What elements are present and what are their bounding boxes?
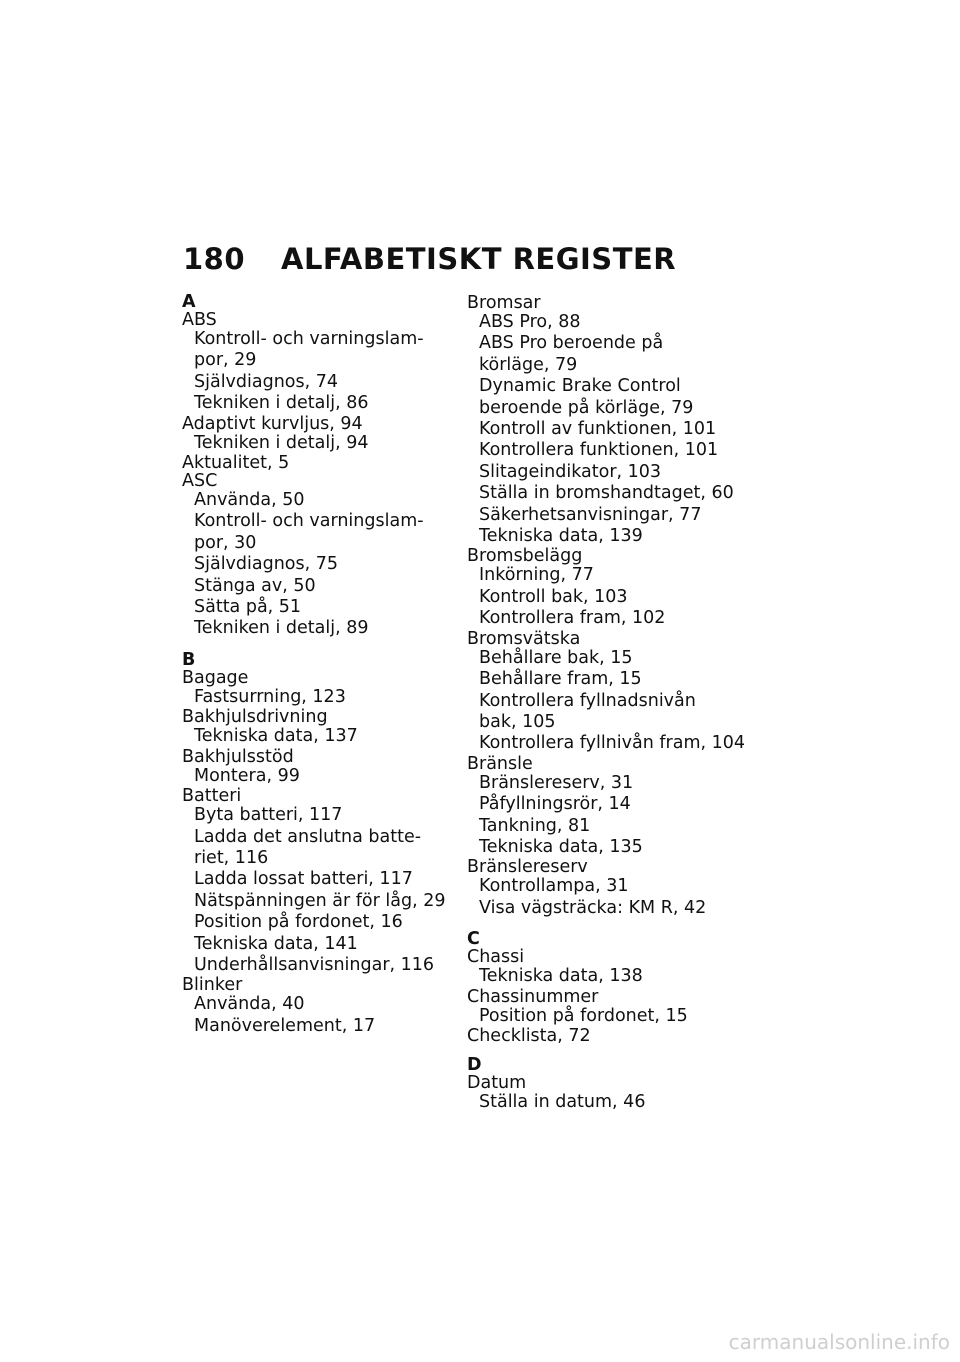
index-entry: Bakhjulsstöd (182, 746, 294, 767)
index-subentry-line: Visa vägsträcka: KM R, 42 (479, 897, 707, 918)
index-subentry (182, 329, 462, 372)
index-subentry (467, 440, 747, 461)
index-subentry (467, 648, 747, 669)
index-subentry (467, 773, 747, 794)
index-subentry (467, 333, 747, 376)
index-subentry-line: Dynamic Brake Control (479, 376, 681, 397)
index-subentry-line: Stänga av, 50 (194, 575, 316, 596)
index-subentry (182, 869, 462, 890)
index-subentry-line: Använda, 50 (194, 490, 305, 511)
index-subentry-line: riet, 116 (194, 847, 269, 868)
index-subentry (182, 912, 462, 933)
index-subentry-line: bak, 105 (479, 711, 556, 732)
index-subentry-line: Ladda lossat batteri, 117 (194, 869, 413, 890)
index-subentry (467, 669, 747, 690)
index-subentry (467, 691, 747, 734)
index-subentry-line: Kontrollera fram, 102 (479, 608, 666, 629)
index-subentry (467, 1006, 747, 1027)
index-subentry-line: Tekniska data, 138 (479, 966, 643, 987)
index-subentry (467, 608, 747, 629)
index-entry: ABS (182, 310, 217, 330)
index-entry: Chassinummer (467, 986, 599, 1007)
index-subentry-line: Fastsurrning, 123 (194, 686, 346, 707)
index-subentry (467, 312, 747, 333)
index-subentry (467, 587, 747, 608)
index-entry: Bromsvätska (467, 628, 581, 649)
index-subentry (467, 794, 747, 815)
index-subentry-line: Kontroll bak, 103 (479, 586, 628, 607)
index-entry: Bakhjulsdrivning (182, 707, 328, 728)
index-subentry (467, 419, 747, 440)
index-subentry (467, 1092, 747, 1113)
index-subentry-line: Position på fordonet, 16 (194, 912, 403, 933)
index-letter: B (182, 649, 196, 670)
index-subentry (467, 526, 747, 547)
index-subentry (467, 898, 747, 919)
index-subentry (467, 876, 747, 897)
index-subentry-line: Kontroll- och varningslam- (194, 329, 424, 349)
index-entry: Datum (467, 1072, 527, 1093)
index-subentry (182, 994, 462, 1015)
index-subentry (467, 816, 747, 837)
index-subentry (182, 934, 462, 955)
index-entry: Checklista, 72 (467, 1025, 591, 1046)
index-entry: Bromsbelägg (467, 546, 583, 567)
index-entry: ASC (182, 471, 218, 492)
index-subentry-line: Tekniska data, 135 (479, 836, 643, 857)
index-subentry-line: Sätta på, 51 (194, 597, 302, 618)
index-subentry-line: ABS Pro beroende på (479, 333, 664, 354)
index-subentry-line: Självdiagnos, 75 (194, 554, 339, 575)
index-subentry-line: beroende på körläge, 79 (479, 397, 694, 418)
index-subentry-line: Ställa in bromshandtaget, 60 (479, 483, 734, 504)
index-subentry (182, 805, 462, 826)
index-column-left (182, 294, 462, 1037)
index-subentry (182, 372, 462, 393)
index-subentry (182, 687, 462, 708)
index-letter: A (182, 292, 196, 312)
index-entry: Adaptivt kurvljus, 94 (182, 413, 363, 434)
page-header (183, 242, 676, 282)
index-subentry (467, 565, 747, 586)
index-subentry-line: Ställa in datum, 46 (479, 1091, 646, 1112)
index-subentry-line: Tekniken i detalj, 86 (194, 393, 369, 414)
index-subentry (467, 837, 747, 858)
index-subentry-line: por, 29 (194, 350, 257, 371)
index-subentry-line: Byta batteri, 117 (194, 805, 343, 826)
index-entry: Bagage (182, 667, 249, 688)
index-subentry-line: Påfyllningsrör, 14 (479, 794, 631, 815)
index-subentry-line: Tekniken i detalj, 89 (194, 618, 369, 639)
page-title: ALFABETISKT REGISTER (281, 242, 677, 276)
index-subentry (467, 733, 747, 754)
index-subentry-line: Tekniska data, 137 (194, 726, 358, 747)
watermark: carmanualsonline.info (728, 1330, 950, 1354)
index-subentry (182, 618, 462, 639)
index-subentry-line: Underhållsanvisningar, 116 (194, 954, 435, 975)
index-subentry (182, 1016, 462, 1037)
index-subentry (467, 483, 747, 504)
index-subentry (182, 827, 462, 870)
index-subentry (467, 505, 747, 526)
index-entry: Batteri (182, 786, 242, 807)
index-subentry-line: Tekniska data, 141 (194, 933, 358, 954)
index-subentry-line: Behållare fram, 15 (479, 669, 642, 690)
index-subentry-line: Bränslereserv, 31 (479, 772, 634, 793)
index-subentry (182, 597, 462, 618)
page-number: 180 (183, 242, 246, 276)
index-subentry (182, 393, 462, 414)
index-subentry (182, 490, 462, 511)
index-subentry-line: Position på fordonet, 15 (479, 1005, 688, 1026)
index-entry: Bromsar (467, 293, 541, 313)
index-subentry-line: Självdiagnos, 74 (194, 371, 339, 392)
index-subentry (182, 576, 462, 597)
index-subentry (182, 891, 462, 912)
index-subentry (182, 511, 462, 554)
index-subentry-line: Kontrollampa, 31 (479, 876, 629, 897)
index-entry: Bränslereserv (467, 857, 588, 878)
index-letter: D (467, 1054, 482, 1075)
index-subentry-line: Montera, 99 (194, 765, 300, 786)
index-subentry-line: Tekniken i detalj, 94 (194, 432, 369, 453)
index-letter: C (467, 929, 480, 950)
index-subentry (467, 462, 747, 483)
index-subentry (182, 554, 462, 575)
index-subentry-line: Slitageindikator, 103 (479, 461, 662, 482)
index-subentry-line: Inkörning, 77 (479, 565, 594, 586)
index-subentry (182, 955, 462, 976)
index-column-right (467, 294, 747, 1113)
index-subentry-line: ABS Pro, 88 (479, 312, 581, 332)
index-subentry-line: Nätspänningen är för låg, 29 (194, 890, 446, 911)
index-entry: Chassi (467, 947, 525, 968)
index-subentry-line: Ladda det anslutna batte- (194, 826, 422, 847)
index-subentry-line: por, 30 (194, 532, 257, 553)
index-subentry-line: Tekniska data, 139 (479, 526, 643, 547)
index-subentry-line: Kontrollera fyllnivån fram, 104 (479, 733, 746, 754)
index-subentry-line: Kontrollera funktionen, 101 (479, 440, 719, 461)
index-entry: Bränsle (467, 753, 533, 774)
index-subentry (182, 433, 462, 454)
index-entry: Aktualitet, 5 (182, 453, 290, 474)
index-subentry (467, 966, 747, 987)
index-subentry (182, 726, 462, 747)
index-subentry-line: Kontrollera fyllnadsnivån (479, 690, 696, 711)
index-subentry-line: Kontroll av funktionen, 101 (479, 419, 717, 440)
index-subentry-line: körläge, 79 (479, 354, 578, 375)
index-subentry-line: Manöverelement, 17 (194, 1015, 376, 1036)
index-subentry-line: Säkerhetsanvisningar, 77 (479, 504, 702, 525)
index-subentry-line: Använda, 40 (194, 994, 305, 1015)
index-subentry-line: Tankning, 81 (479, 815, 591, 836)
index-subentry-line: Behållare bak, 15 (479, 647, 633, 668)
index-subentry-line: Kontroll- och varningslam- (194, 511, 424, 532)
index-subentry (182, 766, 462, 787)
index-subentry (467, 376, 747, 419)
index-entry: Blinker (182, 975, 243, 996)
